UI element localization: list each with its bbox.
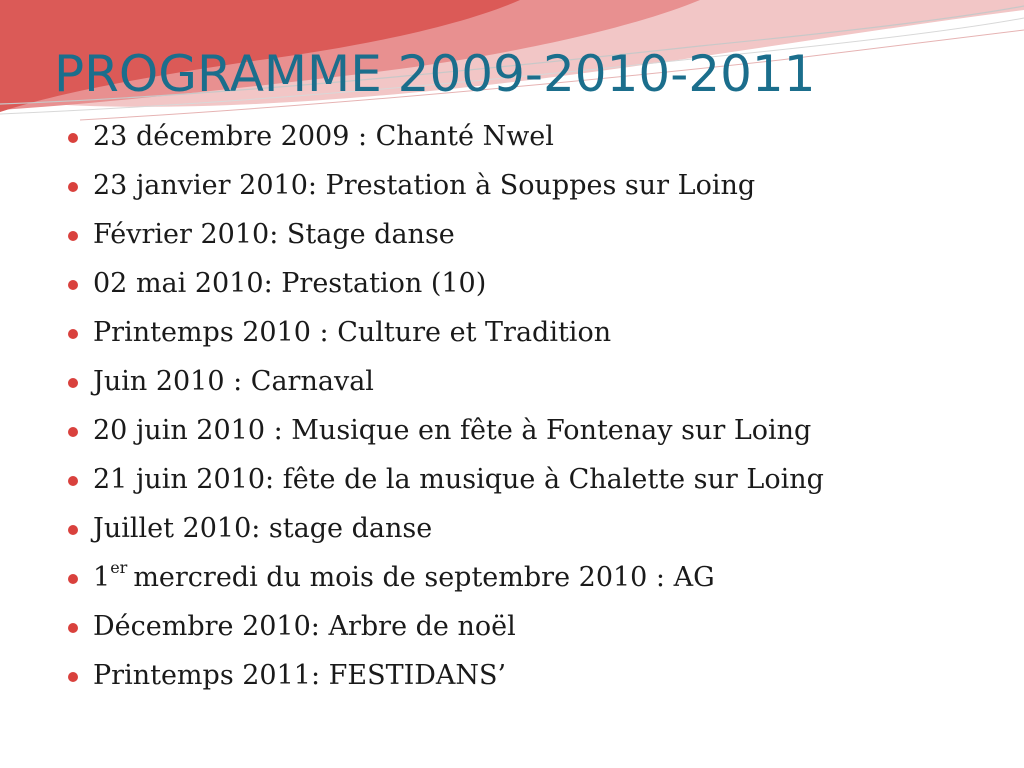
list-item-text: 02 mai 2010: Prestation (10) (93, 268, 487, 299)
list-item (68, 210, 824, 259)
bullet-dot-icon (68, 280, 78, 290)
bullet-dot-icon (68, 427, 78, 437)
list-item-text: Printemps 2011: FESTIDANS’ (93, 660, 507, 691)
list-item-text: Février 2010: Stage danse (93, 219, 455, 250)
list-item-text: Décembre 2010: Arbre de noël (93, 611, 516, 642)
list-item (68, 602, 824, 651)
bullet-dot-icon (68, 329, 78, 339)
list-item-text: Printemps 2010 : Culture et Tradition (93, 317, 612, 348)
bullet-dot-icon (68, 378, 78, 388)
page-title: PROGRAMME 2009-2010-2011 (54, 45, 816, 103)
list-item-text: mercredi du mois de septembre 2010 : AG (133, 562, 715, 593)
list-item-prefix: 1 (93, 562, 111, 593)
list-item (68, 455, 824, 504)
bullet-dot-icon (68, 623, 78, 633)
list-item (68, 651, 824, 700)
bullet-dot-icon (68, 476, 78, 486)
list-item (68, 308, 824, 357)
list-item (68, 553, 824, 602)
bullet-dot-icon (68, 672, 78, 682)
list-item (68, 357, 824, 406)
bullet-dot-icon (68, 182, 78, 192)
list-item-text: Juin 2010 : Carnaval (93, 366, 374, 397)
list-item-text: 23 janvier 2010: Prestation à Souppes sur Loing (93, 170, 756, 201)
list-item-text: Juillet 2010: stage danse (93, 513, 433, 544)
list-item-text: 20 juin 2010 : Musique en fête à Fontenay sur Loing (93, 415, 812, 446)
list-item-text: 23 décembre 2009 : Chanté Nwel (93, 121, 554, 152)
list-item (68, 504, 824, 553)
bullet-dot-icon (68, 525, 78, 535)
bullet-dot-icon (68, 231, 78, 241)
bullet-dot-icon (68, 133, 78, 143)
list-item (68, 161, 824, 210)
list-item (68, 259, 824, 308)
list-item-superscript: er (110, 558, 128, 577)
list-item-text: 21 juin 2010: fête de la musique à Chalette sur Loing (93, 464, 824, 495)
list-item (68, 112, 824, 161)
bullet-dot-icon (68, 574, 78, 584)
list-item (68, 406, 824, 455)
event-list (68, 112, 824, 700)
